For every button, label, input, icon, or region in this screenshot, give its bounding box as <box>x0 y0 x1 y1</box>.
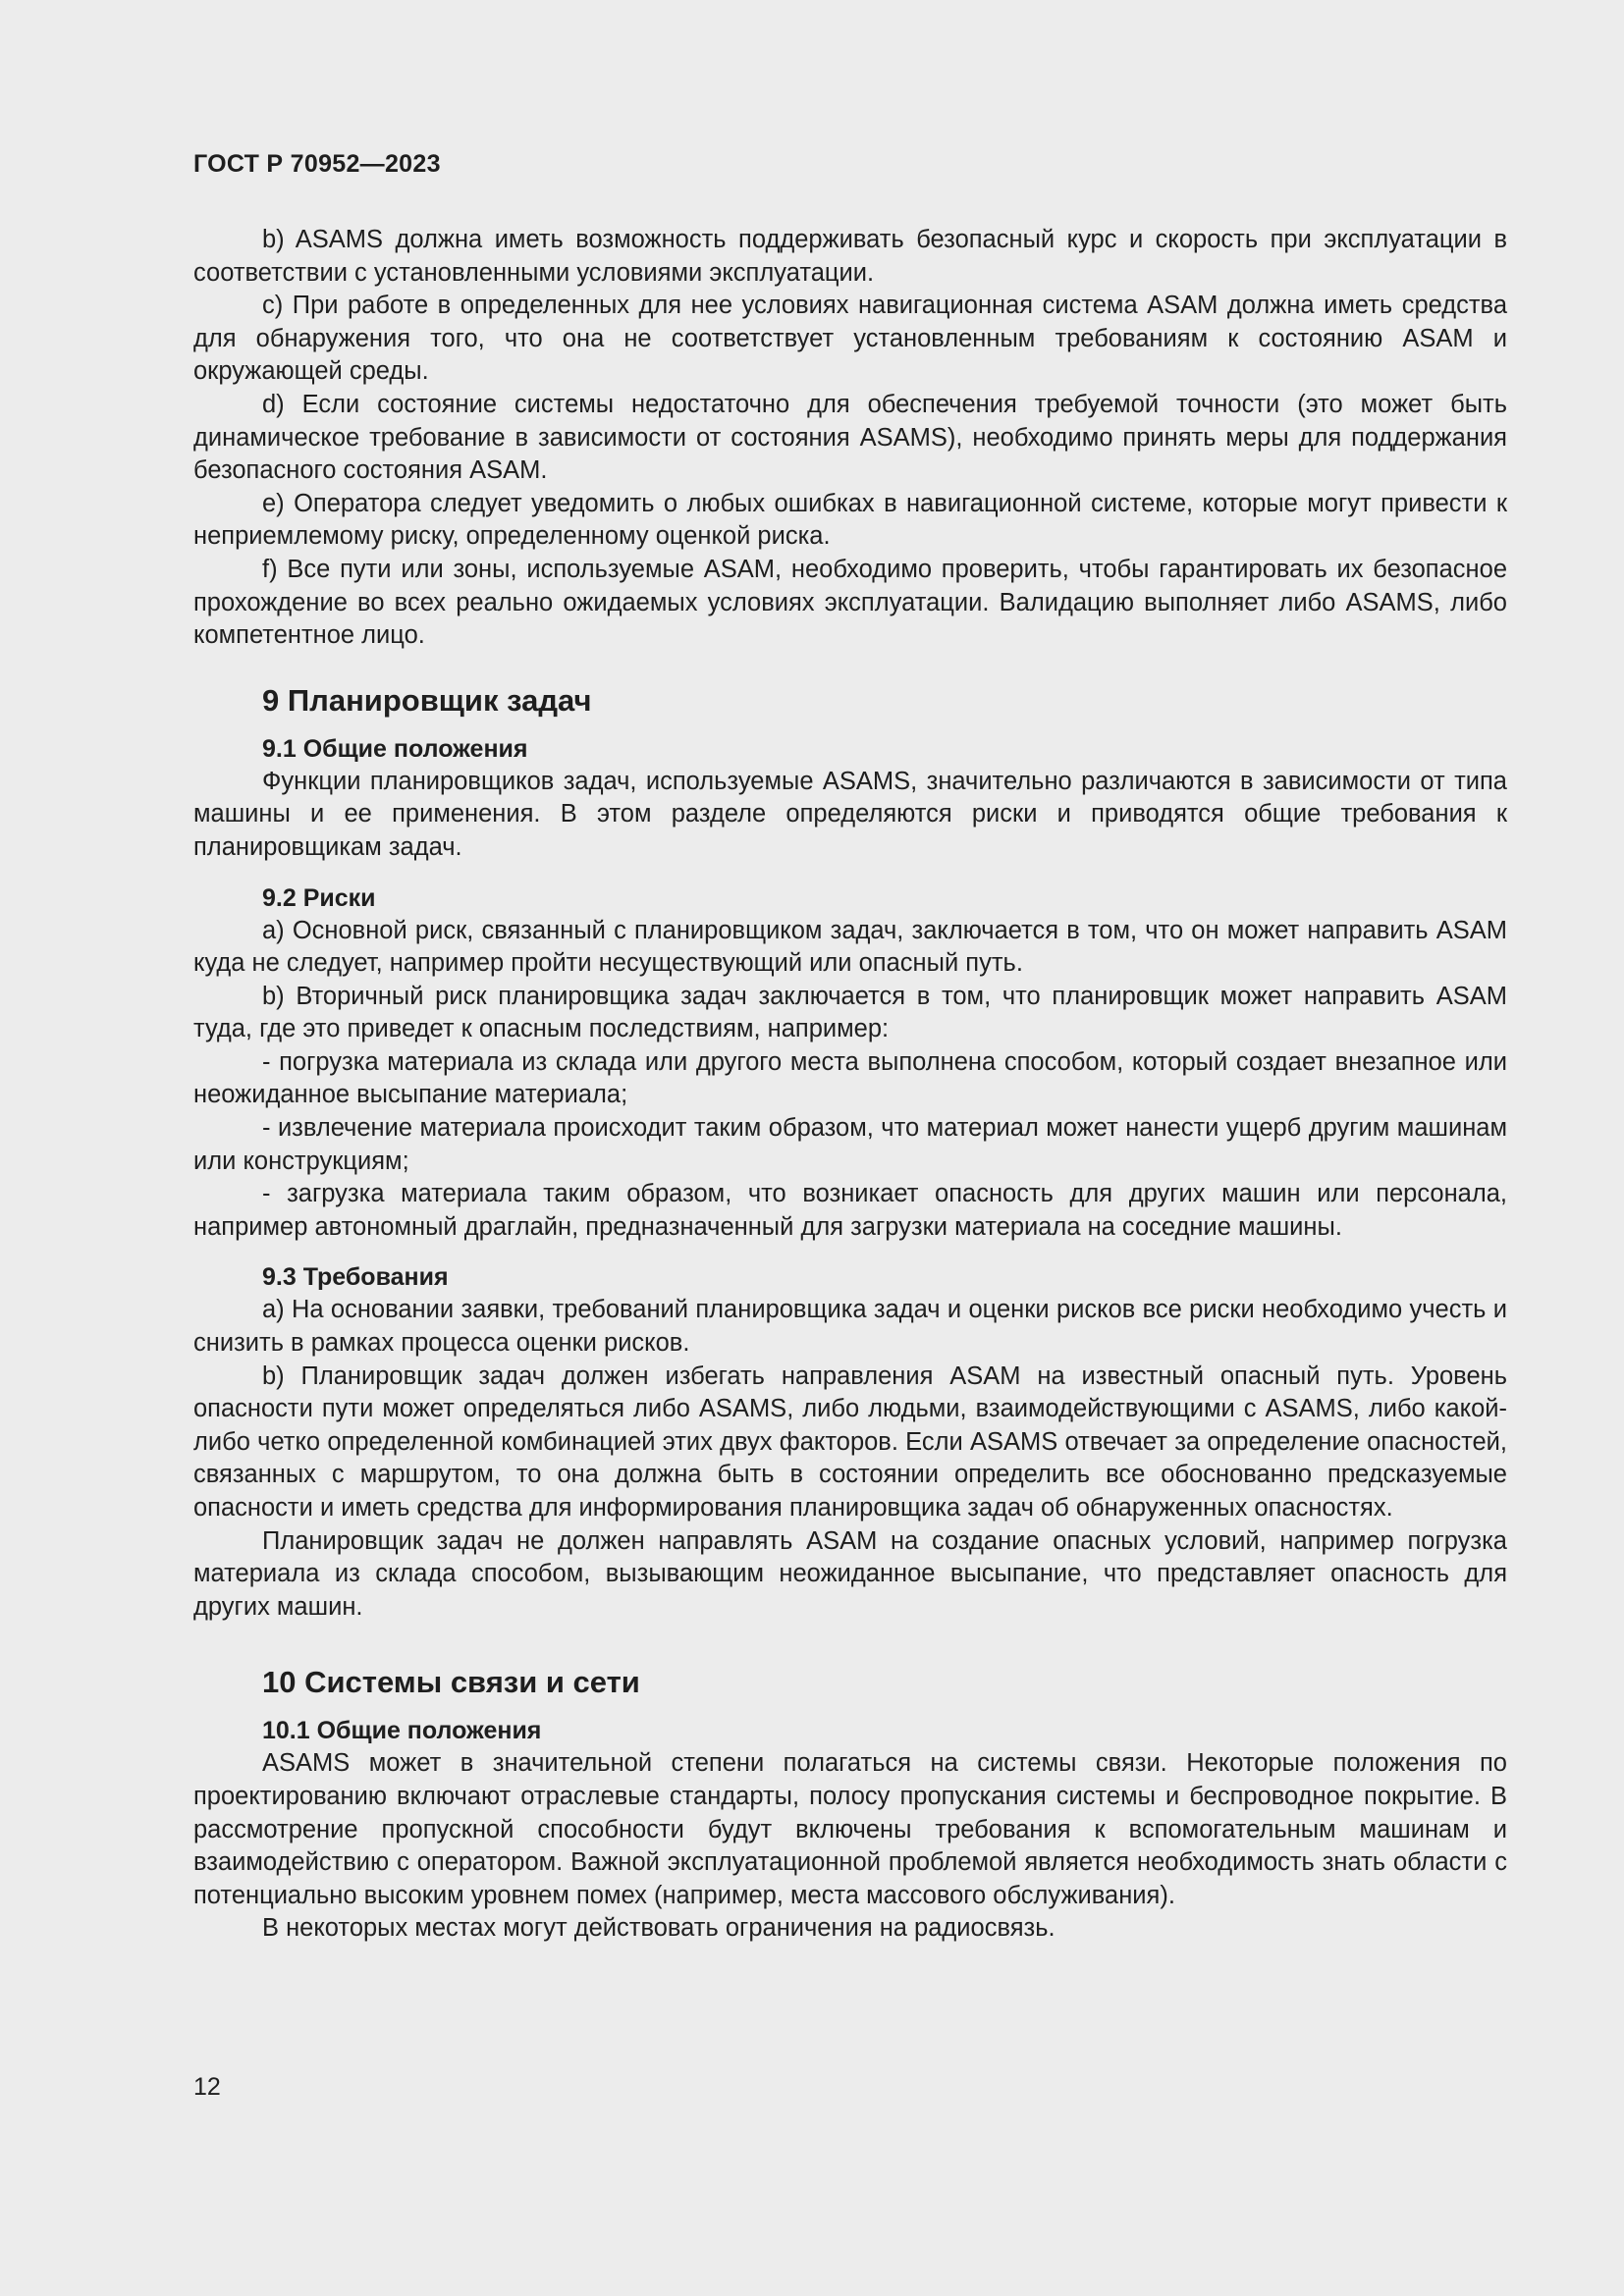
list-item-loading: - погрузка материала из склада или другого места выполнена способом, который создает внезапное или неожиданное высыпание материала; <box>193 1047 1507 1109</box>
subsection-9-2-heading: 9.2 Риски <box>262 883 376 912</box>
paragraph-8-b: b) ASAMS должна иметь возможность поддерживать безопасный курс и скорость при эксплуатации в соответствии с установленными условиями эксплуатации. <box>193 226 1507 287</box>
paragraph-9-3-a: a) На основании заявки, требований планировщика задач и оценки рисков все риски необходимо учесть и снизить в рамках процесса оценки рисков. <box>193 1296 1507 1358</box>
document-code-header: ГОСТ Р 70952—2023 <box>193 150 441 178</box>
paragraph-10-1-a: ASAMS может в значительной степени полагаться на системы связи. Некоторые положения по проектированию включают отраслевые стандарты, полосу пропускания системы и беспроводное покрытие. В рассмотрение пропускной способности будут включены требования к вспомогательным машинам и взаимодействию с оператором. Важной эксплуатационной проблемой является необходимость знать области с потенциально высоким уровнем помех (например, места массового обслуживания). <box>193 1749 1507 1909</box>
subsection-10-1-heading: 10.1 Общие положения <box>262 1717 542 1745</box>
paragraph-9-2-a: a) Основной риск, связанный с планировщиком задач, заключается в том, что он может направить ASAM куда не следует, например пройти несуществующий или опасный путь. <box>193 916 1507 978</box>
subsection-9-3-heading: 9.3 Требования <box>262 1263 449 1292</box>
paragraph-9-3-b: b) Планировщик задач должен избегать направления ASAM на известный опасный путь. Уровень опасности пути может определяться либо ASAMS, либо людьми, взаимодействующими с ASAMS, либо какой-либо четко определенной комбинацией этих двух факторов. Если ASAMS отвечает за определение опасностей, связанных с маршрутом, то она должна быть в состоянии определить все обоснованно предсказуемые опасности и иметь средства для информирования планировщика задач об обнаруженных опасностях. <box>193 1362 1507 1522</box>
page-number: 12 <box>193 2073 221 2101</box>
list-item-extraction: - извлечение материала происходит таким образом, что материал может нанести ущерб другим машинам или конструкциям; <box>193 1114 1507 1175</box>
list-item-unloading: - загрузка материала таким образом, что возникает опасность для других машин или персонала, например автономный драглайн, предназначенный для загрузки материала на соседние машины. <box>193 1180 1507 1241</box>
paragraph-10-1-b: В некоторых местах могут действовать ограничения на радиосвязь. <box>262 1914 1056 1943</box>
subsection-9-1-heading: 9.1 Общие положения <box>262 734 528 763</box>
paragraph-9-1: Функции планировщиков задач, используемые ASAMS, значительно различаются в зависимости от типа машины и ее применения. В этом разделе определяются риски и приводятся общие требования к планировщикам задач. <box>193 767 1507 861</box>
paragraph-9-3-c: Планировщик задач не должен направлять ASAM на создание опасных условий, например погрузка материала из склада способом, вызывающим неожиданное высыпание, что представляет опасность для других машин. <box>193 1526 1507 1621</box>
section-9-heading: 9 Планировщик задач <box>262 682 592 718</box>
paragraph-8-d: d) Если состояние системы недостаточно для обеспечения требуемой точности (это может быть динамическое требование в зависимости от состояния ASAMS), необходимо принять меры для поддержания безопасного состояния ASAM. <box>193 390 1507 485</box>
section-10-heading: 10 Системы связи и сети <box>262 1665 640 1700</box>
paragraph-8-e: e) Оператора следует уведомить о любых ошибках в навигационной системе, которые могут привести к неприемлемому риску, определенному оценкой риска. <box>193 489 1507 551</box>
paragraph-8-f: f) Все пути или зоны, используемые ASAM, необходимо проверить, чтобы гарантировать их безопасное прохождение во всех реально ожидаемых условиях эксплуатации. Валидацию выполняет либо ASAMS, либо компетентное лицо. <box>193 555 1507 650</box>
paragraph-9-2-b: b) Вторичный риск планировщика задач заключается в том, что планировщик может направить ASAM туда, где это приведет к опасным последствиям, например: <box>193 982 1507 1043</box>
page-content <box>193 224 1507 1946</box>
paragraph-8-c: c) При работе в определенных для нее условиях навигационная система ASAM должна иметь средства для обнаружения того, что она не соответствует установленным требованиям к состоянию ASAM и окружающей среды. <box>193 292 1507 386</box>
